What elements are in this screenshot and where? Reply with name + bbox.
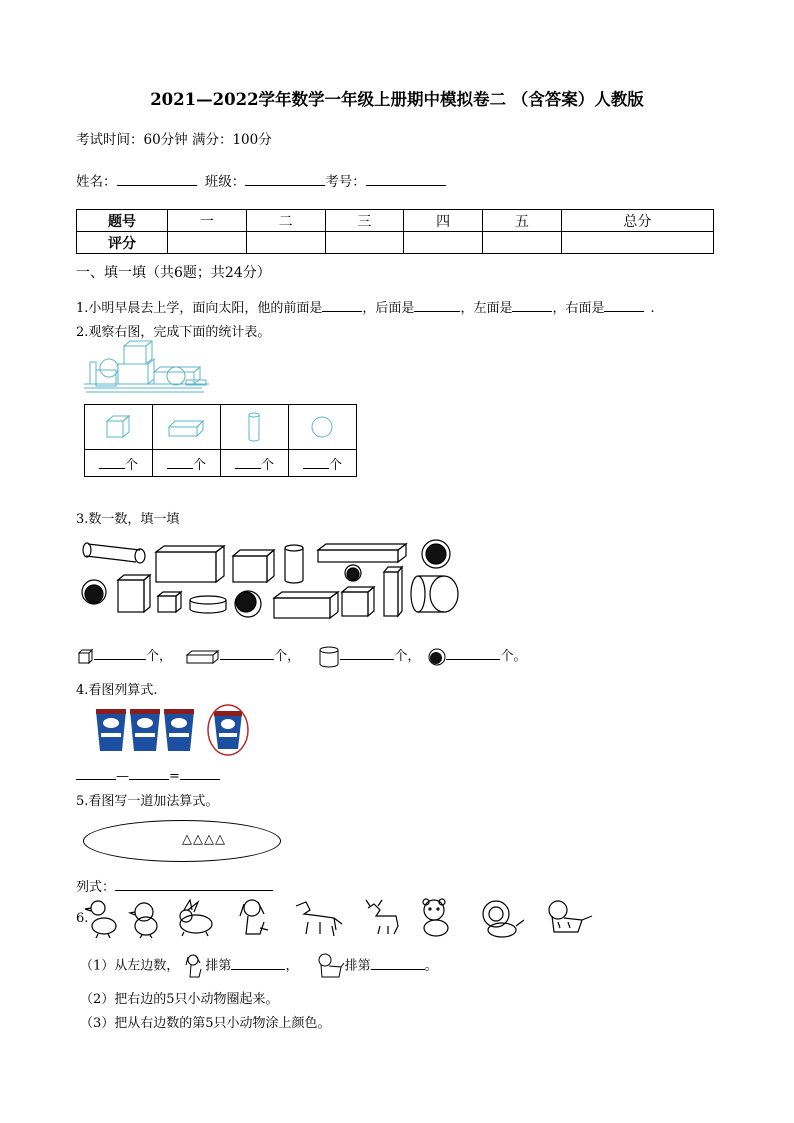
score-cell[interactable] — [483, 232, 562, 254]
q3-text: 数一数，填一填 — [88, 512, 180, 527]
q3-number: 3. — [76, 512, 89, 527]
cube-icon — [78, 649, 94, 665]
cup-icon — [96, 709, 126, 751]
q4-blank-3[interactable] — [180, 765, 220, 780]
score-row-label: 评分 — [77, 232, 168, 254]
exam-info: 考试时间：60分钟 满分：100分 — [76, 132, 272, 148]
id-label: 考号： — [325, 174, 366, 190]
page-title: 2021—2022学年数学一年级上册期中模拟卷二 （含答案）人教版 — [150, 90, 644, 109]
score-table — [76, 209, 714, 254]
name-blank[interactable] — [117, 171, 197, 186]
score-table-header-row — [77, 210, 714, 232]
cube-count-cell[interactable] — [85, 450, 153, 477]
q5-formula-label: 列式： — [76, 880, 116, 895]
sphere-icon — [289, 405, 356, 449]
score-header-cell: 一 — [168, 210, 247, 232]
q1-text-2: ，后面是 — [362, 301, 415, 316]
sphere-count-cell[interactable] — [289, 450, 357, 477]
q2-shapes-figure — [84, 340, 214, 396]
cylinder-cell — [221, 405, 289, 450]
q1-text-5: . — [650, 301, 655, 316]
score-header-cell: 题号 — [77, 210, 168, 232]
q1-text-3: ，左面是 — [460, 301, 513, 316]
cup-icon — [164, 709, 194, 751]
id-blank[interactable] — [366, 171, 446, 186]
score-cell[interactable] — [168, 232, 247, 254]
q4-blank-1[interactable] — [76, 765, 116, 780]
chick-icon — [130, 903, 157, 938]
q1-blank-right[interactable] — [604, 297, 644, 312]
q6-tiger-position-blank[interactable] — [371, 955, 425, 970]
student-info-row — [76, 170, 446, 190]
q1-blank-left[interactable] — [512, 297, 552, 312]
q4-blank-2[interactable] — [129, 765, 169, 780]
q1-text-1: 小明早晨去上学，面向太阳，他的前面是 — [88, 301, 323, 316]
q4-minus: — — [116, 769, 129, 784]
q6-part3: （3）把从右边数的第5只小动物涂上颜色。 — [80, 1016, 331, 1031]
q6-part1 — [80, 953, 438, 979]
lion-icon — [483, 901, 524, 937]
cylinder-count-cell[interactable] — [221, 450, 289, 477]
score-header-cell: 总分 — [561, 210, 713, 232]
cuboid-icon — [153, 405, 220, 449]
score-header-cell: 三 — [325, 210, 404, 232]
cylinder-icon — [318, 646, 340, 668]
q2-text: 观察右图，完成下面的统计表。 — [88, 325, 271, 340]
cube-icon — [85, 405, 152, 449]
score-cell[interactable] — [246, 232, 325, 254]
class-blank[interactable] — [245, 171, 325, 186]
question-1 — [76, 297, 655, 316]
q6-p1-text-d: 排第 — [344, 958, 371, 974]
q6-p1-text-a: （1）从左边数， — [80, 958, 180, 974]
q4-text: 看图列算式. — [88, 683, 158, 698]
q6-part2: （2）把右边的5只小动物圈起来。 — [80, 992, 279, 1007]
q1-blank-front[interactable] — [322, 297, 362, 312]
score-cell[interactable] — [404, 232, 483, 254]
q2-number: 2. — [76, 325, 89, 340]
q5-triangles: △△△△ — [182, 832, 226, 847]
unit-label: 个 — [192, 457, 206, 473]
question-3 — [76, 508, 179, 527]
sphere-cell — [289, 405, 357, 450]
goat-icon — [366, 900, 398, 934]
q5-formula-blank[interactable] — [115, 876, 273, 891]
q3-sep: 个， — [394, 649, 421, 664]
q3-cuboid-blank[interactable] — [220, 645, 274, 660]
class-label: 班级： — [204, 174, 246, 190]
unit-label: 个 — [260, 457, 274, 473]
dog-icon — [183, 953, 205, 979]
dog-icon — [240, 900, 268, 934]
q6-dog-position-blank[interactable] — [231, 955, 285, 970]
q4-equals: = — [169, 769, 180, 784]
tiger-icon — [317, 953, 345, 979]
rabbit-icon — [180, 900, 212, 936]
q3-sep: 个， — [274, 649, 301, 664]
q4-cups-figure — [76, 703, 256, 757]
q3-cylinder-blank[interactable] — [340, 645, 394, 660]
q5-text: 看图写一道加法算式。 — [88, 794, 219, 809]
cuboid-icon — [186, 649, 220, 665]
q3-answer-row — [78, 645, 526, 668]
cup-icon — [130, 709, 160, 751]
q6-number: 6. — [76, 911, 89, 926]
cuboid-cell — [153, 405, 221, 450]
name-label: 姓名： — [76, 174, 117, 190]
q3-solids-figure — [78, 536, 464, 622]
question-4 — [76, 679, 158, 698]
horse-icon — [296, 902, 342, 936]
q2-statistics-table — [84, 404, 357, 477]
q3-sep: 个， — [146, 649, 173, 664]
q1-text-4: ，右面是 — [552, 301, 605, 316]
score-header-cell: 四 — [404, 210, 483, 232]
q5-oval — [83, 820, 281, 862]
score-header-cell: 二 — [246, 210, 325, 232]
cylinder-icon — [221, 405, 288, 449]
bear-icon — [423, 899, 448, 936]
duck-icon — [85, 901, 116, 938]
question-5 — [76, 790, 218, 809]
score-cell[interactable] — [561, 232, 713, 254]
score-table-score-row — [77, 232, 714, 254]
q6-p1-text-c: ， — [285, 958, 299, 974]
section-heading: 一、填一填（共6题；共24分） — [76, 265, 271, 281]
q5-formula-row — [76, 876, 273, 895]
score-header-cell: 五 — [483, 210, 562, 232]
cube-cell — [85, 405, 153, 450]
unit-label: 个 — [328, 457, 342, 473]
q1-blank-back[interactable] — [414, 297, 460, 312]
tiger-icon — [549, 901, 592, 932]
q5-number: 5. — [76, 794, 89, 809]
sphere-icon — [428, 648, 446, 666]
q4-formula-row — [76, 765, 220, 784]
q4-number: 4. — [76, 683, 89, 698]
question-2 — [76, 321, 270, 340]
cuboid-count-cell[interactable] — [153, 450, 221, 477]
q6-animals-figure — [84, 896, 604, 940]
unit-label: 个 — [124, 457, 138, 473]
q3-cube-blank[interactable] — [94, 645, 146, 660]
cup-icon — [214, 711, 242, 749]
q3-sep: 个。 — [500, 649, 527, 664]
score-cell[interactable] — [325, 232, 404, 254]
q6-p1-text-e: 。 — [424, 958, 438, 974]
q6-p1-text-b: 排第 — [205, 958, 232, 974]
q1-number: 1. — [76, 301, 89, 316]
q3-sphere-blank[interactable] — [446, 645, 500, 660]
